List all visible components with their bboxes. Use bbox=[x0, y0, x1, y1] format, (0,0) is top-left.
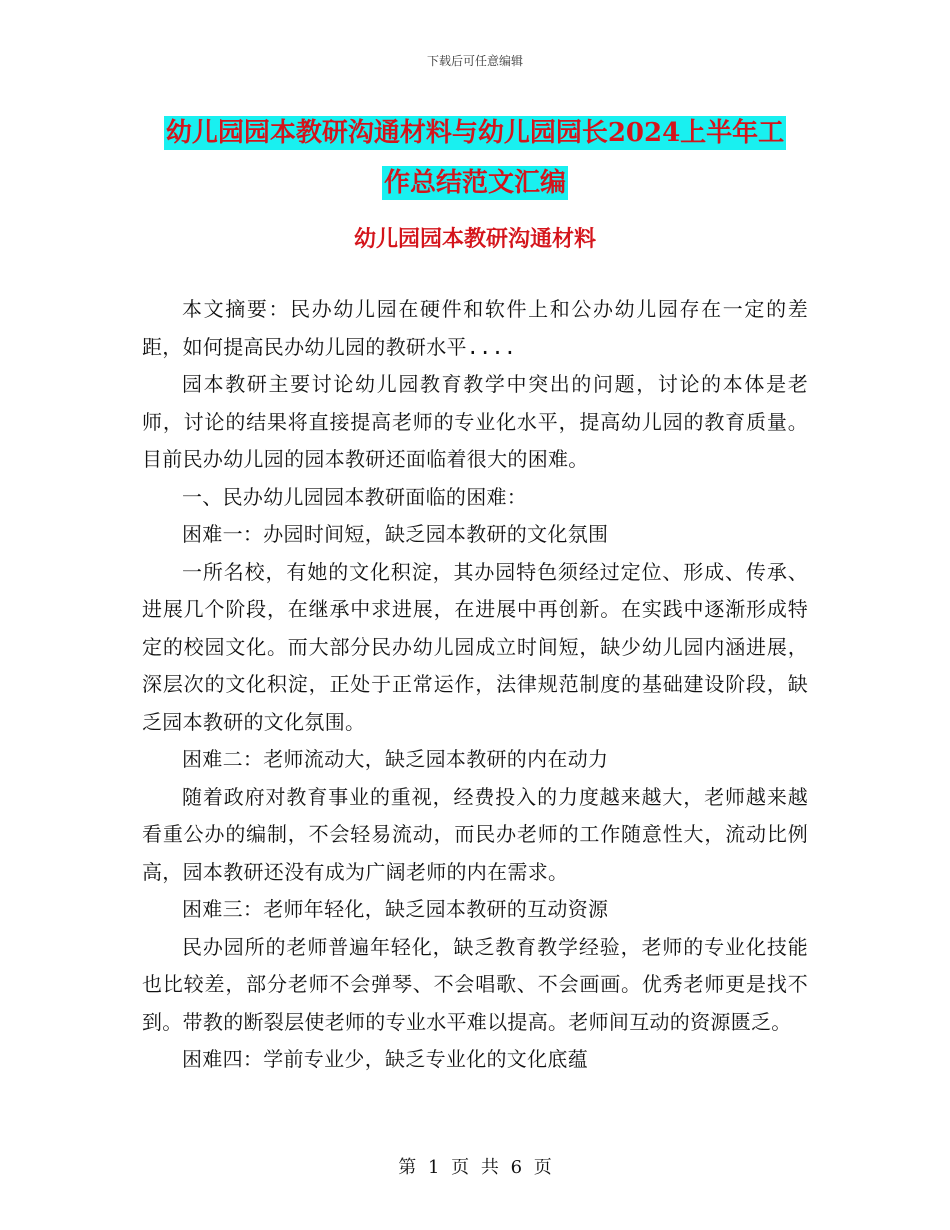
subheading-difficulty-1: 困难一：办园时间短，缺乏园本教研的文化氛围 bbox=[182, 522, 609, 546]
page-number-footer: 第 1 页 共 6 页 bbox=[398, 1157, 552, 1178]
paragraph-difficulty-3: 民办园所的老师普遍年轻化，缺乏教育教学经验，老师的专业化技能也比较差，部分老师不会弹琴、不会唱歌、不会画画。优秀老师更是找不到。带教的断裂层使老师的专业水平难以提高。老师间互动的资源匮乏。 bbox=[142, 934, 808, 1034]
subheading-difficulty-4: 困难四：学前专业少，缺乏专业化的文化底蕴 bbox=[182, 1047, 588, 1071]
body-text bbox=[142, 291, 808, 1079]
subheading-difficulty-3: 困难三：老师年轻化，缺乏园本教研的互动资源 bbox=[182, 897, 609, 921]
heading-difficulties: 一、民办幼儿园园本教研面临的困难： bbox=[182, 484, 528, 509]
header-note: 下载后可任意编辑 bbox=[426, 54, 523, 68]
paragraph-difficulty-2: 随着政府对教育事业的重视，经费投入的力度越来越大，老师越来越看重公办的编制，不会轻易流动，而民办老师的工作随意性大，流动比例高，园本教研还没有成为广阔老师的内在需求。 bbox=[142, 784, 808, 884]
document-title-line-1: 幼儿园园本教研沟通材料与幼儿园园长2024上半年工 bbox=[165, 118, 785, 148]
subheading-difficulty-2: 困难二：老师流动大，缺乏园本教研的内在动力 bbox=[182, 747, 609, 771]
document-title bbox=[120, 108, 830, 208]
paragraph-abstract: 本文摘要：民办幼儿园在硬件和软件上和公办幼儿园存在一定的差距，如何提高民办幼儿园的教研水平.... bbox=[142, 297, 808, 359]
document-title-line-2: 作总结范文汇编 bbox=[383, 168, 566, 198]
paragraph-difficulty-1: 一所名校，有她的文化积淀，其办园特色须经过定位、形成、传承、进展几个阶段，在继承中求进展，在进展中再创新。在实践中逐渐形成特定的校园文化。而大部分民办幼儿园成立时间短，缺少幼儿园内涵进展，深层次的文化积淀，正处于正常运作，法律规范制度的基础建设阶段，缺乏园本教研的文化氛围。 bbox=[142, 559, 808, 734]
section-title: 幼儿园园本教研沟通材料 bbox=[353, 226, 596, 252]
paragraph-intro: 园本教研主要讨论幼儿园教育教学中突出的问题，讨论的本体是老师，讨论的结果将直接提高老师的专业化水平，提高幼儿园的教育质量。目前民办幼儿园的园本教研还面临着很大的困难。 bbox=[142, 372, 808, 471]
